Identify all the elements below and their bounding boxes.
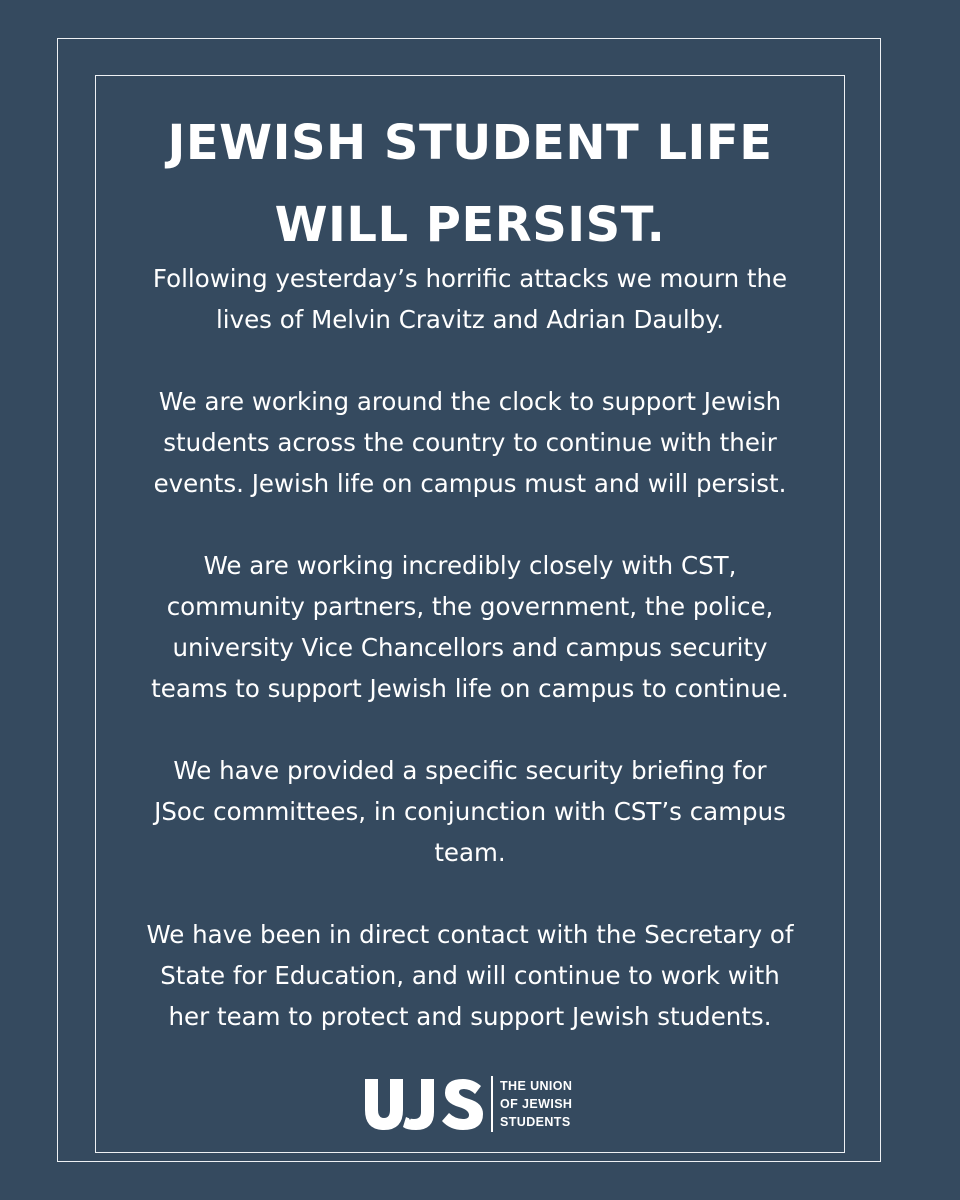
logo-text-line: OF JEWISH [500,1097,573,1111]
logo-text-line: THE UNION [500,1079,573,1093]
statement-body [95,258,845,1037]
paragraph-line: team. [434,838,506,867]
logo-wordmark [500,1077,572,1131]
paragraph-line: JSoc committees, in conjunction with CST’s campus [154,797,786,826]
paragraph-government [95,914,845,1037]
paragraph-line: students across the country to continue with their [163,428,777,457]
ujs-logo-mark [363,1075,487,1131]
paragraph-line: We have been in direct contact with the Secretary of [146,920,794,949]
paragraph-line: We are working around the clock to support Jewish [158,387,782,416]
paragraph-line: events. Jewish life on campus must and will persist. [153,469,787,498]
headline-line-2: WILL PERSIST. [274,197,666,253]
paragraph-line: her team to protect and support Jewish students. [168,1002,772,1031]
paragraph-partners [95,545,845,709]
logo-divider [491,1076,493,1132]
headline-line-1: JEWISH STUDENT LIFE [167,115,773,171]
paragraph-line: We are working incredibly closely with CST, [203,551,737,580]
paragraph-line: lives of Melvin Cravitz and Adrian Daulby. [215,305,725,334]
logo-text-line: STUDENTS [500,1115,571,1129]
paragraph-line: community partners, the government, the police, [166,592,774,621]
paragraph-mourning [95,258,845,340]
paragraph-line: State for Education, and will continue to work with [160,961,780,990]
headline [95,102,845,266]
paragraph-line: teams to support Jewish life on campus to continue. [151,674,789,703]
paragraph-support [95,381,845,504]
paragraph-line: We have provided a specific security briefing for [173,756,767,785]
paragraph-line: Following yesterday’s horrific attacks we mourn the [152,264,788,293]
paragraph-line: university Vice Chancellors and campus security [172,633,768,662]
ujs-logo [363,1072,603,1136]
paragraph-briefing [95,750,845,873]
